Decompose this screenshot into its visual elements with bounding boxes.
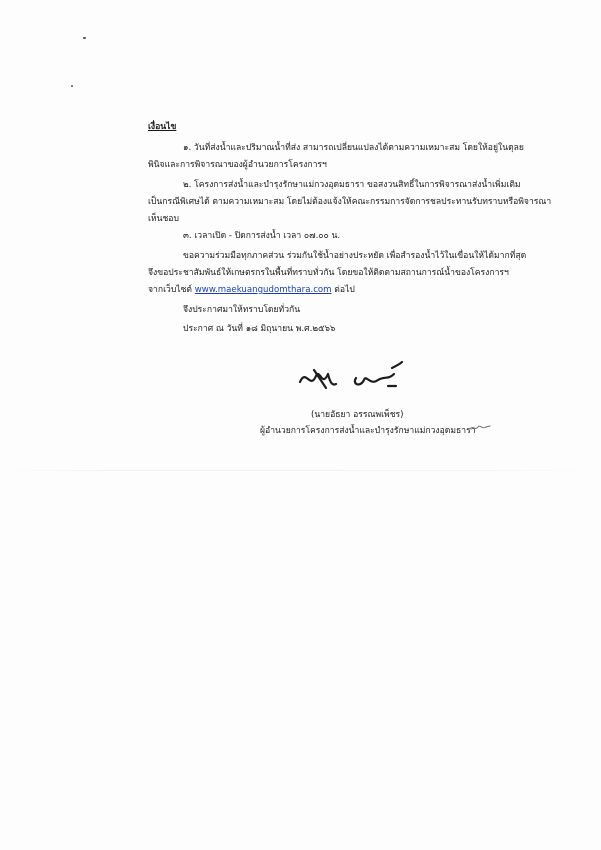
condition-1-line-2: พินิจและการพิจารณาของผู้อำนวยการโครงการฯ: [148, 160, 327, 170]
condition-2-line-1: ๒. โครงการส่งน้ำและบำรุงรักษาแม่กวงอุดมธารา ขอสงวนสิทธิ์ในการพิจารณาส่งน้ำเพิ่มเติม: [183, 180, 521, 190]
website-suffix: ต่อไป: [334, 285, 355, 295]
scan-fold-line: [0, 470, 601, 471]
initials-mark: [468, 421, 492, 433]
scan-speck: [83, 37, 86, 39]
condition-2-line-2: เป็นกรณีพิเศษได้ ตามความเหมาะสม โดยไม่ต้องแจ้งให้คณะกรรมการจัดการชลประทานรับทราบหรือพิจารณา: [148, 197, 552, 207]
condition-3: ๓. เวลาเปิด - ปิดการส่งน้ำ เวลา ๐๗.๐๐ น.: [183, 231, 341, 241]
signature: [296, 360, 406, 396]
cooperation-line-1: ขอความร่วมมือทุกภาคส่วน ร่วมกันใช้น้ำอย่างประหยัด เพื่อสำรองน้ำไว้ในเขื่อนให้ได้มากที่สุด: [183, 251, 527, 261]
cooperation-line-2: จึงขอประชาสัมพันธ์ให้เกษตรกรในพื้นที่ทราบทั่วกัน โดยขอให้ติดตามสถานการณ์น้ำของโครงการฯ: [148, 268, 509, 278]
website-link[interactable]: www.maekuangudomthara.com: [194, 285, 332, 295]
website-prefix: จากเว็บไซต์: [148, 285, 193, 295]
scan-speck: [71, 85, 73, 87]
date-line: ประกาศ ณ วันที่ ๑๘ มิถุนายน พ.ศ.๒๕๖๖: [183, 324, 336, 334]
cooperation-line-3: [148, 285, 355, 296]
condition-1-line-1: ๑. วันที่ส่งน้ำและปริมาณน้ำที่ส่ง สามารถเปลี่ยนแปลงได้ตามความเหมาะสม โดยให้อยู่ในดุลย: [183, 143, 524, 153]
signer-name: (นายอัธยา อรรณพเพ็ชร): [311, 410, 404, 420]
conditions-heading: เงื่อนไข: [148, 122, 177, 132]
signer-title: ผู้อำนวยการโครงการส่งน้ำและบำรุงรักษาแม่กวงอุดมธารา: [260, 426, 476, 436]
announcement-line: จึงประกาศมาให้ทราบโดยทั่วกัน: [183, 305, 301, 315]
condition-2-line-3: เห็นชอบ: [148, 214, 179, 224]
